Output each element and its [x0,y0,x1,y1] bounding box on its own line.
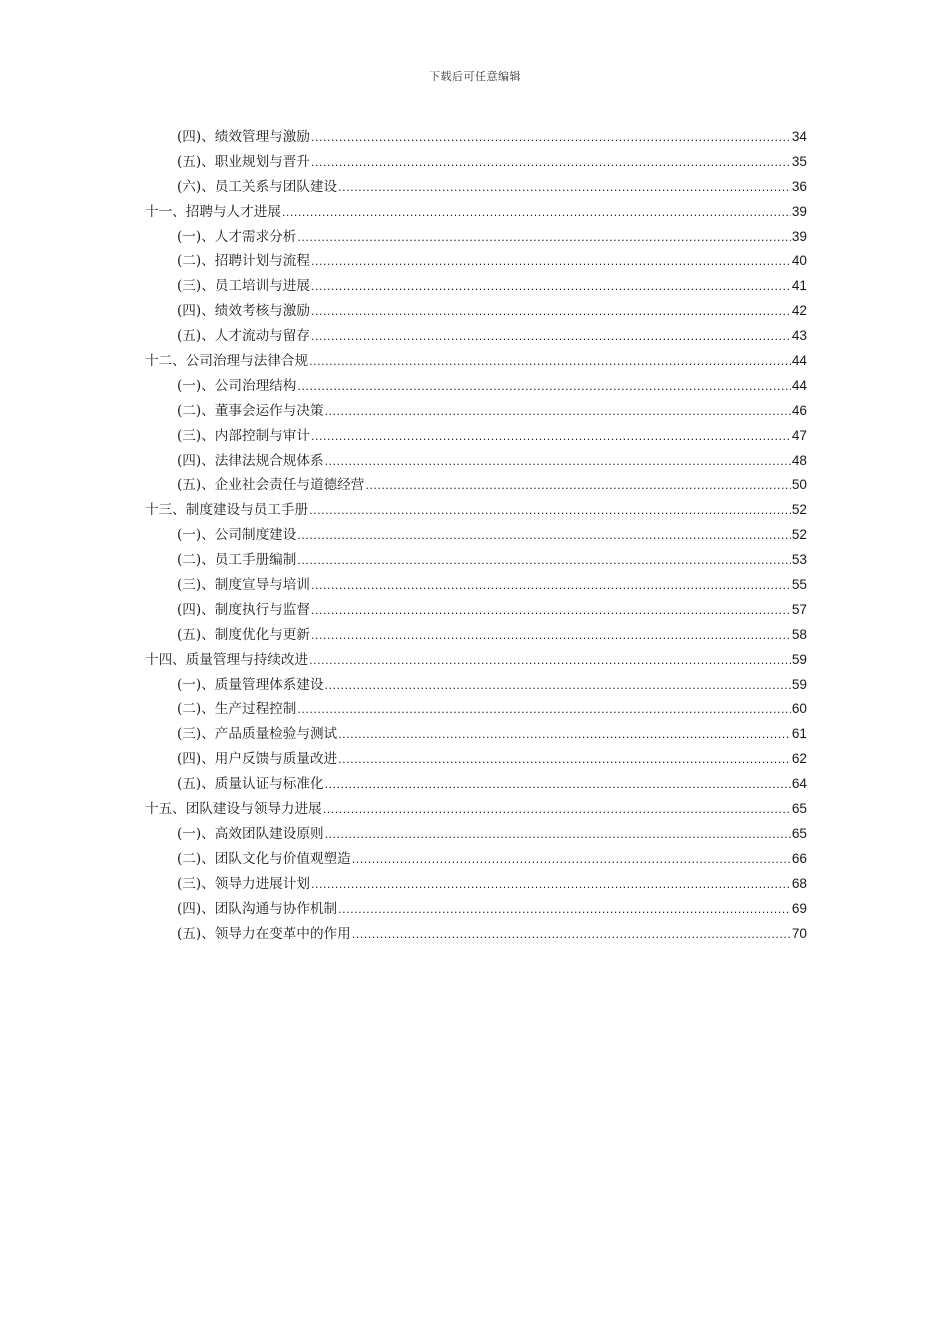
toc-section-entry[interactable] [145,573,807,598]
toc-section-entry[interactable] [145,374,807,399]
toc-page-number: 64 [791,776,807,792]
toc-entry-title: (一)、质量管理体系建设 [177,676,324,693]
toc-entry-title: 十一、招聘与人才进展 [145,203,281,220]
toc-entry-title: (六)、员工关系与团队建设 [177,178,338,195]
page-header: 下载后可任意编辑 [429,70,521,83]
toc-dot-leader [338,176,791,201]
toc-dot-leader [297,698,791,723]
toc-section-entry[interactable] [145,225,807,250]
toc-dot-leader [338,898,791,923]
toc-entry-title: (四)、团队沟通与协作机制 [177,900,338,917]
toc-page-number: 52 [791,527,807,543]
toc-dot-leader [309,499,791,524]
toc-entry-title: (一)、公司治理结构 [177,377,297,394]
toc-dot-leader [325,450,791,475]
toc-page-number: 59 [791,651,807,667]
toc-entry-title: (二)、团队文化与价值观塑造 [177,850,351,867]
toc-section-entry[interactable] [145,897,807,922]
toc-page-number: 55 [791,577,807,593]
toc-entry-title: (四)、绩效考核与激励 [177,303,310,320]
toc-entry-title: (一)、公司制度建设 [177,527,297,544]
toc-chapter-entry[interactable] [145,349,807,374]
toc-section-entry[interactable] [145,623,807,648]
toc-section-entry[interactable] [145,673,807,698]
toc-dot-leader [338,723,791,748]
toc-page-number: 68 [791,875,807,891]
toc-page-number: 65 [791,825,807,841]
toc-entry-title: (五)、制度优化与更新 [177,626,310,643]
toc-page-number: 41 [791,278,807,294]
toc-page-number: 42 [791,303,807,319]
toc-entry-title: (四)、制度执行与监督 [177,601,310,618]
toc-section-entry[interactable] [145,722,807,747]
toc-dot-leader [352,848,791,873]
toc-entry-title: (一)、高效团队建设原则 [177,825,324,842]
toc-dot-leader [311,873,791,898]
toc-entry-title: (四)、绩效管理与激励 [177,129,310,145]
toc-section-entry[interactable] [145,399,807,424]
toc-entry-title: (二)、董事会运作与决策 [177,402,324,419]
toc-page-number: 46 [791,402,807,418]
toc-page-number: 34 [791,129,807,144]
toc-page-number: 53 [791,552,807,568]
toc-entry-title: 十五、团队建设与领导力进展 [145,801,322,818]
toc-page-number: 57 [791,601,807,617]
table-of-contents [145,125,807,946]
toc-dot-leader [309,350,791,375]
toc-dot-leader [338,748,791,773]
toc-section-entry[interactable] [145,548,807,573]
toc-page-number: 40 [791,253,807,269]
toc-entry-title: (四)、用户反馈与质量改进 [177,751,338,768]
toc-entry-title: (五)、质量认证与标准化 [177,776,324,793]
toc-page-number: 47 [791,427,807,443]
toc-page-number: 43 [791,328,807,344]
toc-page-number: 62 [791,751,807,767]
toc-chapter-entry[interactable] [145,200,807,225]
toc-section-entry[interactable] [145,598,807,623]
toc-page-number: 44 [791,353,807,369]
toc-section-entry[interactable] [145,872,807,897]
toc-section-entry[interactable] [145,772,807,797]
toc-dot-leader [311,624,791,649]
toc-page-number: 50 [791,477,807,493]
toc-section-entry[interactable] [145,822,807,847]
toc-dot-leader [325,400,791,425]
toc-section-entry[interactable] [145,523,807,548]
toc-section-entry[interactable] [145,424,807,449]
toc-dot-leader [325,823,791,848]
toc-section-entry[interactable] [145,473,807,498]
toc-entry-title: (五)、领导力在变革中的作用 [177,925,351,942]
toc-dot-leader [282,201,791,226]
toc-entry-title: (三)、制度宣导与培训 [177,577,310,594]
toc-entry-title: (一)、人才需求分析 [177,228,297,245]
toc-page-number: 65 [791,801,807,817]
toc-chapter-entry[interactable] [145,797,807,822]
toc-entry-title: (五)、职业规划与晋升 [177,153,310,170]
toc-dot-leader [352,923,791,948]
toc-entry-title: (五)、人才流动与留存 [177,328,310,345]
toc-section-entry[interactable] [145,847,807,872]
toc-entry-title: 十四、质量管理与持续改进 [145,651,309,668]
toc-page-number: 48 [791,452,807,468]
toc-dot-leader [297,226,791,251]
toc-page-number: 69 [791,900,807,916]
toc-entry-title: (三)、领导力进展计划 [177,875,310,892]
toc-page-number: 39 [791,228,807,244]
toc-page-number: 59 [791,676,807,692]
toc-section-entry[interactable] [145,324,807,349]
toc-entry-title: 十二、公司治理与法律合规 [145,353,309,370]
toc-dot-leader [297,524,791,549]
toc-page-number: 70 [791,925,807,941]
toc-section-entry[interactable] [145,747,807,772]
toc-entry-title: (三)、产品质量检验与测试 [177,726,338,743]
toc-section-entry[interactable] [145,249,807,274]
toc-entry-title: 十三、制度建设与员工手册 [145,502,309,519]
toc-chapter-entry[interactable] [145,648,807,673]
toc-dot-leader [311,425,791,450]
toc-dot-leader [311,151,791,176]
toc-page-number: 61 [791,726,807,742]
toc-dot-leader [311,325,791,350]
toc-entry-title: (二)、员工手册编制 [177,552,297,569]
toc-page-number: 44 [791,377,807,393]
toc-page-number: 58 [791,626,807,642]
toc-dot-leader [325,674,791,699]
toc-entry-title: (四)、法律法规合规体系 [177,452,324,469]
toc-section-entry[interactable] [145,125,807,150]
toc-entry-title: (三)、内部控制与审计 [177,427,310,444]
toc-dot-leader [297,549,791,574]
toc-section-entry[interactable] [145,150,807,175]
toc-dot-leader [311,250,791,275]
toc-entry-title: (二)、生产过程控制 [177,701,297,718]
toc-page-number: 52 [791,502,807,518]
toc-section-entry[interactable] [145,175,807,200]
toc-dot-leader [311,574,791,599]
toc-section-entry[interactable] [145,449,807,474]
toc-chapter-entry[interactable] [145,498,807,523]
toc-section-entry[interactable] [145,922,807,947]
toc-entry-title: (二)、招聘计划与流程 [177,253,310,270]
toc-page-number: 36 [791,178,807,194]
toc-dot-leader [311,126,791,151]
toc-entry-title: (三)、员工培训与进展 [177,278,310,295]
toc-dot-leader [325,773,791,798]
toc-page-number: 39 [791,203,807,219]
toc-dot-leader [311,599,791,624]
toc-section-entry[interactable] [145,299,807,324]
toc-dot-leader [311,300,791,325]
toc-section-entry[interactable] [145,274,807,299]
toc-page-number: 66 [791,850,807,866]
toc-section-entry[interactable] [145,697,807,722]
toc-dot-leader [323,798,791,823]
toc-entry-title: (五)、企业社会责任与道德经营 [177,477,365,494]
toc-dot-leader [309,649,791,674]
toc-dot-leader [311,275,791,300]
toc-page-number: 60 [791,701,807,717]
toc-dot-leader [365,474,791,499]
toc-page-number: 35 [791,153,807,169]
toc-dot-leader [297,375,791,400]
